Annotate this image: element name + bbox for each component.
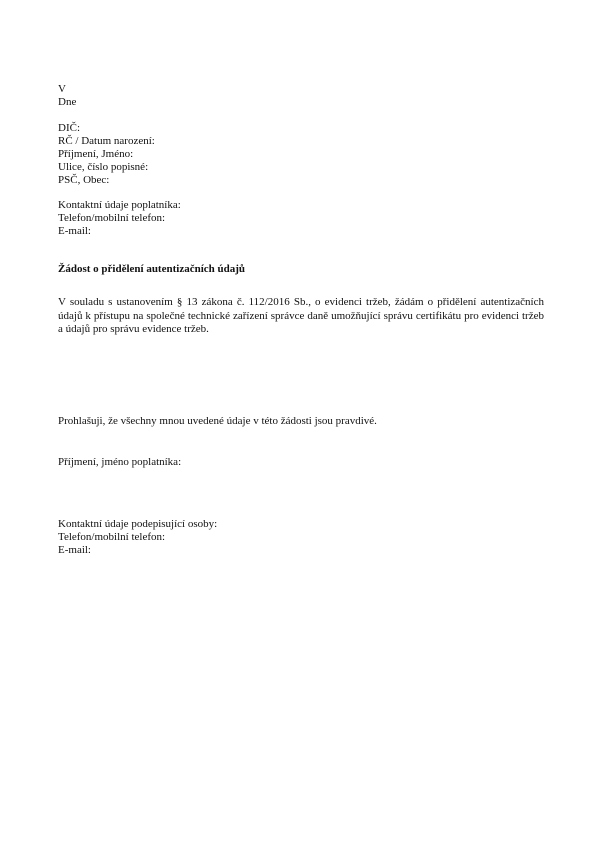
request-title: Žádost o přidělení autentizačních údajů: [58, 263, 246, 275]
taxpayer-phone-label: Telefon/mobilní telefon:: [58, 212, 166, 224]
name-label: Příjmení, Jméno:: [58, 148, 134, 160]
signer-email-label: E-mail:: [58, 544, 91, 556]
tax-id-label: DIČ:: [58, 122, 80, 134]
street-label: Ulice, číslo popisné:: [58, 161, 149, 173]
birth-id-label: RČ / Datum narození:: [58, 135, 155, 147]
taxpayer-email-label: E-mail:: [58, 225, 91, 237]
signer-phone-label: Telefon/mobilní telefon:: [58, 531, 166, 543]
declaration-text: Prohlašuji, že všechny mnou uvedené údaje v této žádosti jsou pravdivé.: [58, 415, 377, 427]
place-label: V: [58, 83, 66, 95]
request-body: V souladu s ustanovením § 13 zákona č. 112/2016 Sb., o evidenci tržeb, žádám o přidělení autentizačních údajů k přístupu na společné technické zařízení správce daně umožňující správu certifikátu pro evidenci tržeb a údajů pro správu evidence tržeb.: [58, 296, 544, 336]
signer-contact-heading: Kontaktní údaje podepisující osoby:: [58, 518, 218, 530]
zip-city-label: PSČ, Obec:: [58, 174, 110, 186]
date-label: Dne: [58, 96, 77, 108]
taxpayer-contact-heading: Kontaktní údaje poplatníka:: [58, 199, 181, 211]
signature-name-label: Příjmení, jméno poplatníka:: [58, 456, 182, 468]
